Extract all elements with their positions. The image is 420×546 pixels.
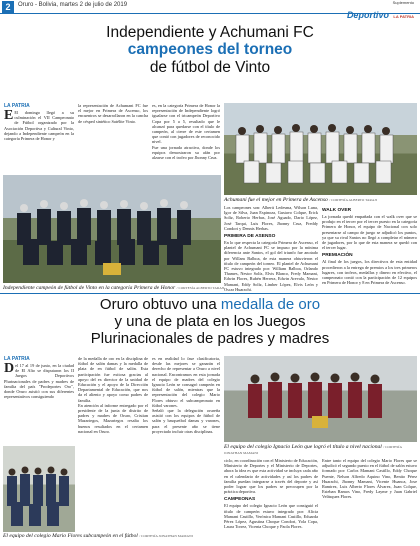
dateline: Oruro - Bolivia, martes 2 de julio de 2019 bbox=[18, 2, 128, 8]
article1-headline-line2: campeones del torneo bbox=[127, 41, 293, 59]
article2-headline-line1b: medalla de oro bbox=[220, 296, 321, 313]
article2-col2 bbox=[78, 356, 148, 506]
article2-headline bbox=[0, 297, 420, 347]
brand-main: Deportivo bbox=[346, 10, 389, 20]
article2-right-col1b-text: El equipo del colegio Ignacio León que consiguió el título de campeón estuvo integrado por: Alicia Mamani Castillo, Verónica Mamani Castillo, Eduarda Pérez López, Agustina Choque Condori, Yola Copa, Laura Torrez, Vicenta Choque y Paola Flores. bbox=[224, 503, 318, 530]
article2-col1-text: el 17 al 19 de junio, en la ciudad de El Alto se disputaron los II Juegos Deportivos Plurinacionales de padres y madres de familia del país "Prodeportes Oro", donde Oruro asistió con sus diferentes representativos consiguiendo bbox=[4, 363, 74, 400]
article1-col3b-text: Fue una jornada atractiva, donde los equipos demostraron su afán por alzarse con el trofeo por Jhonny Cruz. bbox=[152, 144, 220, 161]
team-photo-independiente bbox=[3, 175, 221, 283]
team-photo-independiente-figures bbox=[3, 175, 221, 283]
photo-left-caption-text: Independiente campeón de fútbol de Vinto en la categoría Primera de Honor bbox=[3, 285, 176, 291]
team-photo-mario-flores-figures bbox=[3, 446, 75, 532]
photo-right-caption bbox=[224, 197, 420, 203]
article1-right-col1 bbox=[224, 205, 318, 293]
photo-right-credit: / CORTESÍA ALBERTO TARAJI bbox=[329, 198, 377, 202]
brand-sub: LA PATRIA bbox=[393, 14, 414, 19]
article2-headline-line1 bbox=[0, 297, 420, 314]
article2-col3-text: es en realidad lo fase clasificatoria, desde las mejores se ganarán el derecho de representar a Oruro a nivel nacional. Encontramos en esta jornada el equipo de madres del colegio Ignacio León se consagró campeón en fútbol de salón, mientras que la representación del colegio Mario Flores obtuvo el subcampeonato en fútbol varones. bbox=[152, 356, 220, 408]
page-header bbox=[0, 0, 420, 20]
article1-right-col3-text: Al final de los juegos, los directivos de esta entidad procedieron a la entrega de premios a los tres primeros lugares, con trofeos, medallas y dinero en efectivo, el campeonato contó con la participación de 12 equipos en Primera de Honor y 8 en Primera de Ascenso. bbox=[322, 259, 417, 286]
article1-headline-line1: Independiente y Achumani FC bbox=[106, 24, 314, 41]
article1-right-col2 bbox=[322, 205, 417, 293]
article2-right-col1 bbox=[224, 458, 318, 544]
dropcap: E bbox=[4, 110, 14, 123]
article1-col2: la representación de Achumani FC fue el mejor en Primera de Ascenso, los encuentros se desarrollaron en la cancha de césped sintético Satélite Vinto. bbox=[78, 103, 148, 124]
photo-left-credit: / CORTESÍA ALBERTO TARAJI bbox=[176, 286, 225, 290]
supplement-logo bbox=[347, 0, 414, 23]
article2-kicker: LA PATRIA bbox=[4, 356, 30, 362]
article1-right-col1-text: Los campeones son: Albertt Ledesma, Wilson Luna, Igor de Silva, Juan Espinoza, Gustavo Colque, Erick Solíz, Roberto Herbas, José Aguado, Dario López, José Tarqui, Luis Flores, Jhonny Cruz, Freddy Condori y Dennis Herbas. bbox=[224, 205, 318, 231]
photo-bottom-caption bbox=[3, 533, 223, 539]
photo-mid-caption bbox=[224, 444, 420, 456]
photo-mid-caption-text: El equipo del colegio Ignacio León que logró el título a nivel nacional bbox=[224, 444, 382, 450]
section-divider bbox=[0, 293, 420, 294]
subhead-premiacion: PREMIACIÓN bbox=[322, 253, 353, 259]
article2-headline-line3: Plurinacionales de padres y madres bbox=[90, 329, 330, 347]
team-photo-ignacio-leon-figures bbox=[224, 356, 417, 442]
article2-col3 bbox=[152, 356, 220, 541]
brand-sup: Suplemento bbox=[392, 0, 414, 5]
photo-left-caption bbox=[3, 285, 233, 291]
article2-col2b-text: En atención al informe entregado por el presidente de la junta de distrito de padres y madres de Oruro, Cristian Mazariegos, Mazariegos resalta los buenos resultados en el certamen nacional en Oruro. bbox=[78, 402, 148, 434]
team-photo-achumani bbox=[224, 103, 417, 195]
team-photo-achumani-figures bbox=[224, 103, 417, 195]
article2-col2-text: de la medalla de oro en la disciplina de fútbol de salón damas y la medalla de plata de en fútbol de salón. Esta participación fue exitosa gracias al apoyo del ex director de la unidad de Educación y el apoyo de la Dirección Departamental de Educación, que nos da el aliento y apoyo como padres de familia. bbox=[78, 356, 148, 403]
team-photo-mario-flores bbox=[3, 446, 75, 532]
article1-col3 bbox=[152, 103, 220, 172]
team-photo-ignacio-leon bbox=[224, 356, 417, 442]
article2-right-col2: Entre tanto el equipo del colegio Mario Flores que se adjudicó el segundo puesto en el fútbol de salón estuvo formado por: Carlos Mamani Castillo, Eddy Choque Puente, Nelson Alfredo Aquino Vino, Benito Pérez Huarachi, Jhonny Mamani, Vicente Huanca, Jose Ramirez, Luis Alberto Flores Álvarez, Juan Colque, Esteban Ramos Vino, Fredy Layme y Juan Gabriel Velásquez Flores. bbox=[322, 458, 417, 500]
article1-kicker: LA PATRIA bbox=[4, 103, 30, 109]
article2-headline-line1a: Oruro obtuvo una bbox=[99, 296, 221, 313]
subhead-walk-over: WALK OVER bbox=[322, 208, 352, 213]
article1-col3-text: es, en la categoría Primera de Honor la representación de Independiente logró igualarse con el tricampeón Deportivo Copa por 5 a 5, resultado que le alcanzó para quedarse con el título de campeón, al cierre de este certamen que contó con jugadores de reconocido nivel. bbox=[152, 103, 220, 145]
article1-right-col1b-text: En lo que respecta la categoría Primera de Ascenso, el plantel de Achumani FC se impuso por la mínima diferencia ante Santos, el gol del triunfo fue anotado por Willam Balboa, de esta manera obtuvieron el título de campeón del torneo. El plantel de Achumani FC estuvo integrado por: William Balboa, Orlando Thames, Nestor Solíz, Elvis Blanco, Fredy Mamani, Edwin Flores, Rubén Herrera, Edwin Arevalo, Nestor Mamani, Eddy Solíz, Limber López, Elvis León y Oscar Huarachi. bbox=[224, 240, 318, 292]
subhead-campeonas: CAMPEONAS bbox=[224, 497, 256, 503]
subhead-primera-ascenso: PRIMERA DE ASENSO bbox=[224, 234, 276, 240]
article1-col1 bbox=[4, 110, 74, 172]
photo-bottom-credit: / CORTESÍA JONATHAN MAMANI bbox=[139, 534, 193, 538]
dropcap-d: D bbox=[4, 363, 15, 376]
photo-bottom-caption-text: El equipo del colegio Mario Flores subcampeón en el fútbol bbox=[3, 533, 138, 539]
article1-headline-line3: de fútbol de Vinto bbox=[149, 58, 271, 76]
article1-right-col2-text: La jornada quedó empañada con el walk over que se produjo en el tercer por el tercer puesto en la categoría Primera de Honor, el equipo de Nacional con solo presentarse al campo de juego se adjudicó los puntos, ya que su rival Santos no llegó a completar el número de jugadores, por lo que de esta manera se quedó con el tercer lugar. bbox=[322, 214, 417, 251]
article2-col1 bbox=[4, 363, 74, 443]
article2-col3b-text: Señaló que la delegación orureña asistió con los equipos de fútbol de salón y basquetbol damas y varones, para el presente año se tiene proyectado incluir otras disciplinas. bbox=[152, 408, 220, 434]
article2-headline-line2: y una de plata en los Juegos bbox=[114, 312, 306, 330]
photo-right-caption-text: Achumani fue el mejor en Primera de Ascenso bbox=[224, 197, 328, 203]
page-number: 2 bbox=[2, 1, 14, 13]
article2-right-col1-text: ciclo, en coordinación con el Ministerio de Educación, Ministerio de Deportes y el Ministerio de Deportes, ahora la idea es que esta actividad se incluya cada año en el calendario de actividades y así los padres de familia puedan integrarse a través del deporte y así poder lograr que los padres se preocupen por la práctica deportiva. bbox=[224, 458, 318, 495]
article1-col1-text: El domingo llegó a su culminación el VII Campeonato de Fútbol organizado por la Asociación Deportiva y Cultural Vinto, dejando a Independiente campeón en la categoría Primera de Honor y bbox=[4, 110, 74, 142]
article1-headline bbox=[0, 24, 420, 76]
photo-mid-credit: / CORTESÍA JONATHAN MAMANI bbox=[224, 445, 402, 455]
